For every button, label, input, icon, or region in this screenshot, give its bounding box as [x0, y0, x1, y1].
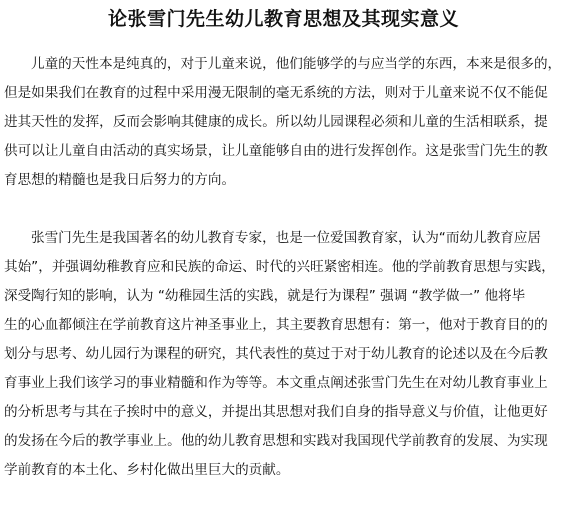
paragraph-line: 划分与思考、幼儿园行为课程的研究，其代表性的莫过于对于幼儿教育的论述以及在今后教 [4, 346, 548, 362]
document-title: 论张雪门先生幼儿教育思想及其现实意义 [107, 8, 459, 30]
paragraph-line: 生的心血都倾注在学前教育这片神圣事业上，其主要教育思想有：第一，他对于教育目的的 [4, 317, 548, 333]
paragraph-line: 深受陶行知的影响，认为 “幼稚园生活的实践，就是行为课程” 强调 “教学做一” 他将毕 [4, 288, 526, 304]
paragraph-line: 儿童的天性本是纯真的，对于儿童来说，他们能够学的与应当学的东西，本来是很多的， [31, 56, 562, 72]
paragraph-line: 的分析思考与其在子挨时中的意义，并提出其思想对我们自身的指导意义与价值，让他更好 [4, 404, 548, 420]
paragraph-line: 育事业上我们该学习的事业精髓和作为等等。本文重点阐述张雪门先生在对幼儿教育事业上 [4, 375, 548, 391]
paragraph-2 [4, 224, 564, 485]
paragraph-line: 但是如果我们在教育的过程中采用漫无限制的毫无系统的方法，则对于儿童来说不仅不能促 [4, 85, 548, 101]
paragraph-line: 学前教育的本土化、乡村化做出里巨大的贡献。 [4, 462, 290, 478]
paragraph-line: 的发扬在今后的教学事业上。他的幼儿教育思想和实践对我国现代学前教育的发展、为实现 [4, 433, 548, 449]
paragraph-line: 张雪门先生是我国著名的幼儿教育专家，也是一位爱国教育家，认为“而幼儿教育应居 [31, 230, 542, 246]
paragraph-1 [4, 50, 564, 195]
paragraph-line: 进其天性的发挥，反而会影响其健康的成长。所以幼儿园课程必须和儿童的生活相联系，提 [4, 114, 548, 130]
paragraph-line: 育思想的精髓也是我日后努力的方向。 [4, 172, 236, 188]
paragraph-line: 供可以让儿童自由活动的真实场景，让儿童能够自由的进行发挥创作。这是张雪门先生的教 [4, 143, 548, 159]
paragraph-line: 其始”，并强调幼稚教育应和民族的命运、时代的兴旺紧密相连。他的学前教育思想与实践， [4, 259, 555, 275]
